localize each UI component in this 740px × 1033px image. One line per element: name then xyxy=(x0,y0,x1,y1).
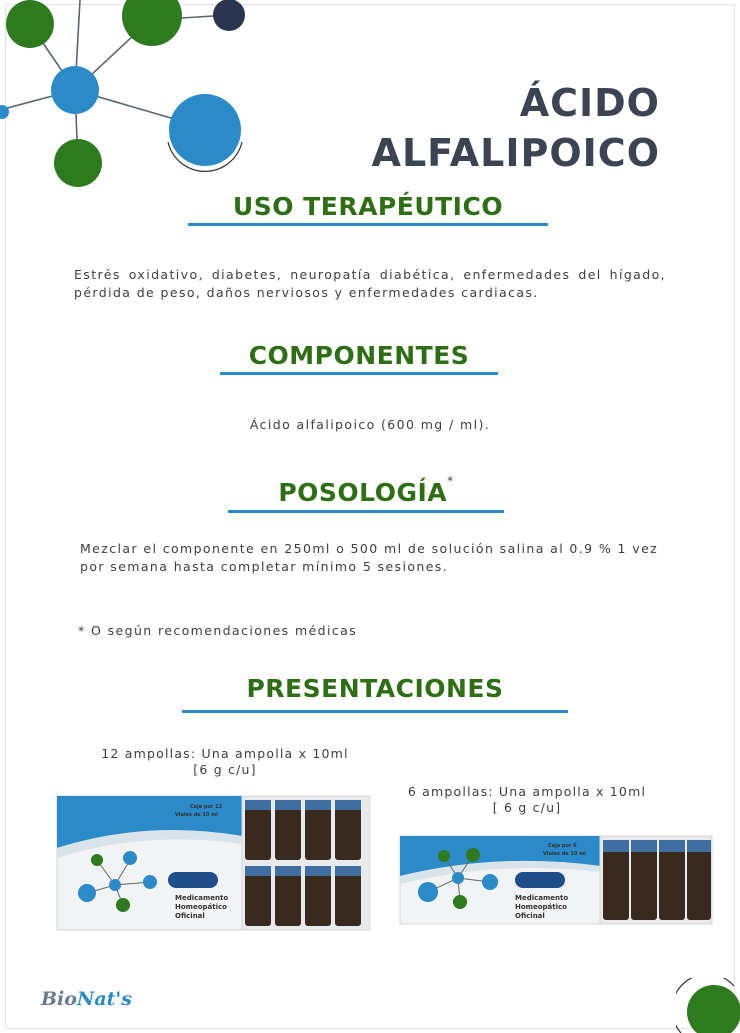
posologia-footnote: * O según recomendaciones médicas xyxy=(78,623,358,638)
box-12-label-2: Viales de 10 ml xyxy=(175,812,219,818)
posologia-line-1: Mezclar el componente en 250ml o 500 ml de solución salina al 0.9 % 1 vez xyxy=(80,541,659,556)
molecule-node xyxy=(6,0,54,48)
heading-posologia xyxy=(228,474,504,507)
uso-terapeutico-text: Estrés oxidativo, diabetes, neuropatía diabética, enfermedades del hígado, pérdida de peso, daños nerviosos y enfermedades cardiacas. xyxy=(74,267,666,300)
molecule-node xyxy=(54,139,102,187)
title-line-2: ALFALIPOICO xyxy=(371,131,660,175)
vial-row xyxy=(603,840,711,920)
product-box-12-image xyxy=(55,790,375,935)
presentation-6-line-1: 6 ampollas: Una ampolla x 10ml xyxy=(407,784,647,799)
box-12-text-1: Medicamento xyxy=(175,894,229,902)
componentes-text: Ácido alfalipoico (600 mg / ml). xyxy=(249,417,491,432)
box-6-label-1: Caja por 6 xyxy=(548,843,577,849)
brand-part-1: Bio xyxy=(41,988,77,1010)
heading-uso-terapeutico: USO TERAPÉUTICO xyxy=(232,192,504,221)
presentation-12-caption xyxy=(80,746,370,778)
posologia-marker: * xyxy=(447,474,454,488)
title-line-1: ÁCIDO xyxy=(519,81,660,125)
box-6-text-3: Oficinal xyxy=(515,912,545,920)
posologia-line-2: por semana hasta completar mínimo 5 sesiones. xyxy=(80,559,449,574)
corner-decoration xyxy=(676,978,740,1033)
posologia-label: POSOLOGÍA xyxy=(278,478,448,507)
presentation-6-line-2: [ 6 g c/u] xyxy=(492,800,562,815)
heading-underline xyxy=(228,510,504,513)
box-12-label-1: Caja por 12 xyxy=(190,804,223,810)
presentation-12-line-2: [6 g c/u] xyxy=(193,762,257,777)
molecule-node xyxy=(51,66,99,114)
molecule-node xyxy=(213,0,245,31)
presentation-12-line-1: 12 ampollas: Una ampolla x 10ml xyxy=(101,746,349,761)
heading-presentaciones: PRESENTACIONES xyxy=(246,674,504,703)
brand-part-2: Nat's xyxy=(76,988,132,1010)
box-6-text-2: Homeopático xyxy=(515,903,567,911)
molecule-node xyxy=(169,94,241,166)
presentation-6-caption xyxy=(392,784,662,816)
box-6-label-2: Viales de 10 ml xyxy=(543,851,587,857)
heading-underline xyxy=(220,372,498,375)
heading-componentes: COMPONENTES xyxy=(248,341,470,370)
heading-underline xyxy=(182,710,568,713)
box-6-text-1: Medicamento xyxy=(515,894,569,902)
molecule-graphic xyxy=(0,0,260,200)
box-12-text-2: Homeopático xyxy=(175,903,227,911)
box-12-text-3: Oficinal xyxy=(175,912,205,920)
molecule-node xyxy=(0,105,9,119)
brand-logo xyxy=(41,988,132,1010)
posologia-text xyxy=(80,540,680,576)
heading-underline xyxy=(188,223,548,226)
product-box-6-image xyxy=(398,830,718,930)
molecule-node xyxy=(122,0,182,46)
page-title xyxy=(372,78,660,178)
